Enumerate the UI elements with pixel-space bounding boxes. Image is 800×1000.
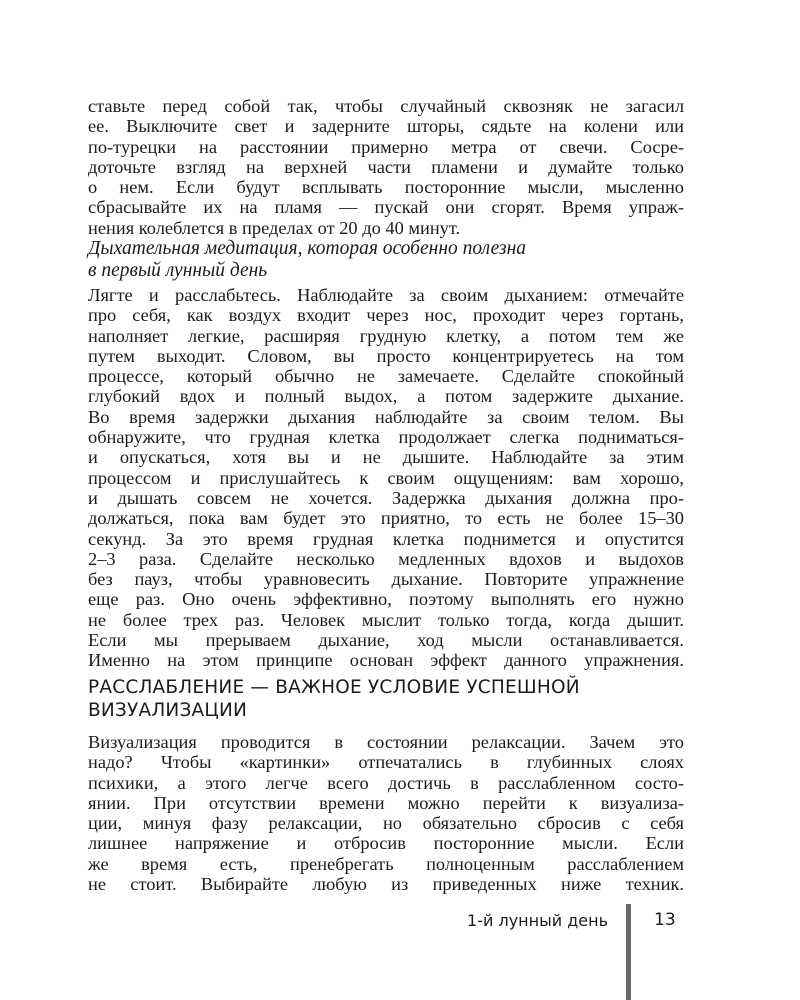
text-line: психики, а этого легче всего достичь в расслабленном состо- [88, 772, 684, 793]
text-line: Визуализация проводится в состоянии релаксации. Зачем это [88, 732, 684, 752]
section-heading [88, 676, 684, 722]
text-line: без пауз, чтобы уравновесить дыхание. Повторите упражнение [88, 569, 684, 590]
section-heading-line: РАССЛАБЛЕНИЕ — ВАЖНОЕ УСЛОВИЕ УСПЕШНОЙ [88, 677, 580, 698]
text-line: о нем. Если будут всплывать посторонние мысли, мысленно [88, 177, 684, 198]
page-number: 13 [654, 910, 676, 930]
text-line: надо? Чтобы «картинки» отпечатались в глубинных слоях [88, 752, 684, 773]
text-line: глубокий вдох и полный выдох, а потом задержите дыхание. [88, 386, 684, 407]
intro-paragraph [88, 96, 684, 238]
text-line: ее. Выключите свет и задерните шторы, сядьте на колени или [88, 116, 684, 137]
text-line: Если мы прерываем дыхание, ход мысли останавливается. [88, 630, 684, 651]
text-line: лишнее напряжение и отбросив посторонние мысли. Если [88, 833, 684, 854]
text-line: процессе, который обычно не замечаете. Сделайте спокойный [88, 366, 684, 387]
text-line: Лягте и расслабьтесь. Наблюдайте за своим дыханием: отмечайте [88, 285, 684, 305]
text-line: должаться, пока вам будет это приятно, то есть не более 15–30 [88, 508, 684, 529]
text-line: не стоит. Выбирайте любую из приведенных ниже техник. [88, 874, 684, 895]
text-line: по-турецки на расстоянии примерно метра от свечи. Сосре- [88, 136, 684, 157]
text-line: не более трех раз. Человек мыслит только тогда, когда дышит. [88, 609, 684, 630]
section-heading-line: ВИЗУАЛИЗАЦИИ [88, 700, 248, 721]
text-line: путем выходит. Словом, вы просто концентрируетесь на том [88, 345, 684, 366]
text-line: еще раз. Оно очень эффективно, поэтому выполнять его нужно [88, 589, 684, 610]
text-line: Именно на этом принципе основан эффект данного упражнения. [88, 650, 684, 671]
meditation-paragraph [88, 285, 684, 671]
text-line: процессом и прислушайтесь к своим ощущениям: вам хорошо, [88, 467, 684, 488]
text-line: янии. При отсутствии времени можно перейти к визуализа- [88, 792, 684, 813]
text-line: и дышать совсем не хочется. Задержка дыхания должна про- [88, 487, 684, 508]
text-line: секунд. За это время грудная клетка поднимется и опустится [88, 528, 684, 549]
text-line: Во время задержки дыхания наблюдайте за своим телом. Вы [88, 406, 684, 427]
text-line: ции, минуя фазу релаксации, но обязательно сбросив с себя [88, 813, 684, 834]
text-line: про себя, как воздух входит через нос, проходит через гортань, [88, 305, 684, 326]
subheading-line: Дыхательная медитация, которая особенно полезна [88, 238, 527, 259]
visualization-paragraph [88, 732, 684, 894]
text-line: ставьте перед собой так, чтобы случайный сквозняк не загасил [88, 96, 684, 116]
text-line: нения колеблется в пределах от 20 до 40 минут. [88, 217, 461, 238]
text-line: доточьте взгляд на верхней части пламени и думайте только [88, 156, 684, 177]
footer-divider [626, 904, 631, 1000]
running-head: 1-й лунный день [467, 911, 608, 930]
text-line: же время есть, пренебрегать полноценным расслаблением [88, 853, 684, 874]
meditation-subheading [88, 238, 684, 282]
text-line: сбрасывайте их на пламя — пускай они сгорят. Время упраж- [88, 197, 684, 218]
subheading-line: в первый лунный день [88, 260, 268, 281]
text-line: обнаружите, что грудная клетка продолжает слегка подниматься- [88, 427, 684, 448]
text-line: 2–3 раза. Сделайте несколько медленных вдохов и выдохов [88, 548, 684, 569]
text-line: и опускаться, хотя вы и не дышите. Наблюдайте за этим [88, 447, 684, 468]
text-line: наполняет легкие, расширяя грудную клетку, а потом тем же [88, 325, 684, 346]
